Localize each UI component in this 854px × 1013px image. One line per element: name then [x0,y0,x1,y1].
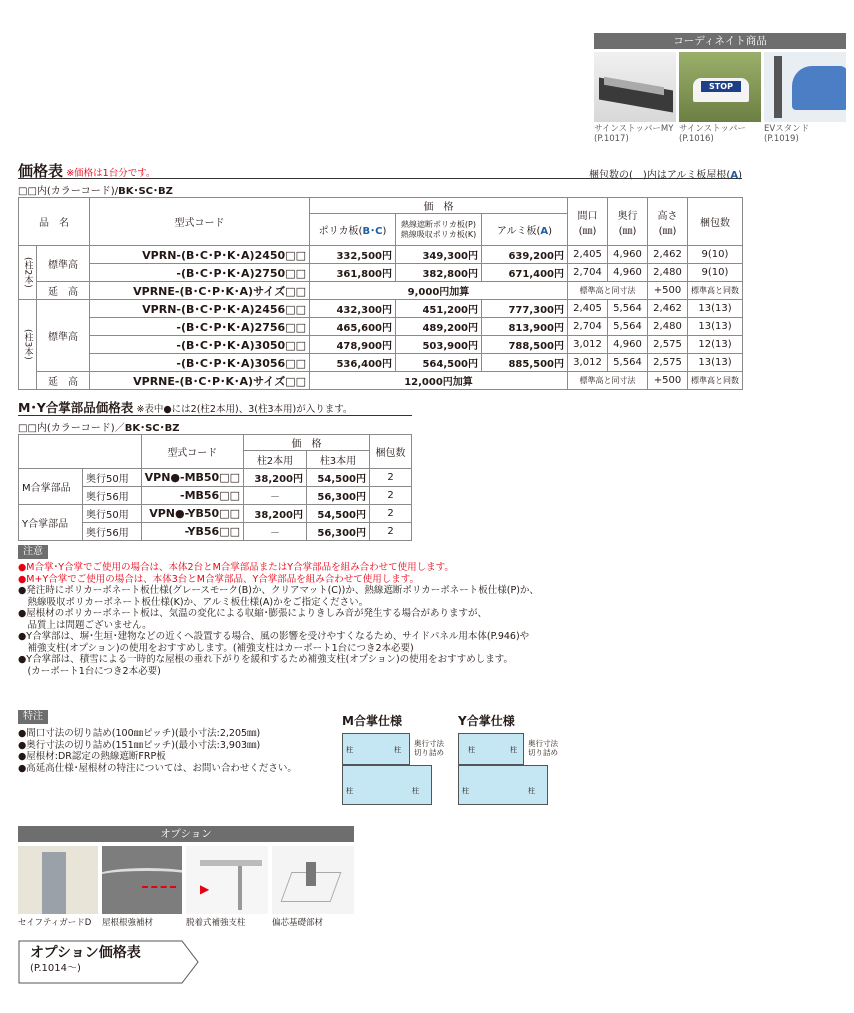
table-row: 延 高 VPRNE-(B･C･P･K･A)サイズ□□ 12,000円加算 標準高と同寸法 +500 標準高と同数 [19,372,743,390]
option-item-2: 屋根根強補材 [102,918,154,928]
price-note: ※価格は1台分です。 [66,168,156,179]
m-cut-label: 奥行寸法 切り詰め [414,739,444,757]
hdr-price: 価 格 [310,198,568,214]
hdr-height: 高さ (㎜) [648,198,688,246]
my-note: ※表中●には2(柱2本用)、3(柱3本用)が入ります。 [136,404,353,415]
m-pillar-3: 柱 [346,787,353,795]
table-row: (柱3本) 標準高 VPRN-(B･C･P･K･A)2456□□ 432,300円 451,200円 777,300円 2,405 5,564 2,462 13(13) [19,300,743,318]
coordinate-title-bar: コーディネイト商品 [594,33,846,49]
special-tag: 特注 [18,710,48,724]
roof-reinforce-photo[interactable] [102,846,182,914]
pack-note: 梱包数の( )内はアルミ板屋根(A) [589,170,742,181]
table-row: -(B･C･P･K･A)3056□□ 536,400円 564,500円 885,500円 3,012 5,564 2,575 13(13) [19,354,743,372]
coord-item-2-name: サインストッパー [679,124,746,134]
y-diagram-title: Y合掌仕様 [458,714,515,728]
stop-label: STOP [701,81,741,92]
hdr-code: 型式コード [90,198,310,246]
caution-tag: 注意 [18,545,48,559]
m-diagram-bottom [342,765,432,805]
price-color-code: □□内(カラーコード)/BK･SC･BZ [18,186,173,197]
coord-item-2-page: (P.1016) [679,134,714,144]
eccentric-base-photo[interactable] [272,846,354,914]
table-row: -(B･C･P･K･A)2750□□ 361,800円 382,800円 671,400円 2,704 4,960 2,480 9(10) [19,264,743,282]
y-diagram-bottom [458,765,548,805]
price-title: 価格表 [18,162,64,180]
table-row: 延 高 VPRNE-(B･C･P･K･A)サイズ□□ 9,000円加算 標準高と同寸法 +500 標準高と同数 [19,282,743,300]
price-table [18,197,743,390]
caution-block: 注意 ●M合掌･Y合掌でご使用の場合は、本体2台とM合掌部品またはY合掌部品を組み合わせて使用します。 ●M+Y合掌でご使用の場合は、本体3台とM合掌部品、Y合掌部品を組み合わせて使用します。 ●発注時にポリカーボネート板仕様(グレースモーク(B)か、クリアマット(C))か、熱線遮断ポリカーボネート板仕様(P)か、 熱線吸収ポリカーボネート板仕様(K)か、アルミ板仕様(A)かをご指定ください。 ●屋根材のポリカーボネート板は、気温の変化による収縮･膨張によりきしみ音が発生する場合がありますが、 品質上は問題ございません。 ●Y合掌部は、塀･生垣･建物などの近くへ設置する場合、風の影響を受けやすくなるため、サイドパネル用本体(P.946)や 補強支柱(オプション)の使用をおすすめします。(補強支柱はカーポート1台につき2本必要) ●Y合掌部は、積雪による一時的な屋根の垂れ下がりを緩和するため補強支柱(オプション)の使用をおすすめします。 (カーポート1台につき2本必要) [18,546,539,677]
special-block: 特注 ●間口寸法の切り詰め(100㎜ピッチ)(最小寸法:2,205㎜) ●奥行寸法の切り詰め(151㎜ピッチ)(最小寸法:3,903㎜) ●屋根材:DR認定の熱線遮断FRP板 ●高延高仕様･屋根材の特注については、お問い合わせください。 [18,711,297,774]
m-pillar-4: 柱 [412,787,419,795]
col3-label: (柱3本) [19,300,37,390]
table-row: M合掌部品 奥行50用 VPN●-MB50□□ 38,200円 54,500円 2 [19,469,412,487]
coord-item-3-name: EVスタンド [764,124,810,134]
y-pillar-3: 柱 [462,787,469,795]
coord-item-1-page: (P.1017) [594,134,629,144]
table-row: Y合掌部品 奥行50用 VPN●-YB50□□ 38,200円 54,500円 2 [19,505,412,523]
removable-pillar-photo[interactable]: ▶ [186,846,268,914]
safety-guard-photo[interactable] [18,846,98,914]
m-diagram-title: M合掌仕様 [342,714,402,728]
m-pillar-1: 柱 [346,746,353,754]
hdr-heat: 熱線遮断ポリカ板(P) 熱線吸収ポリカ板(K) [396,214,482,246]
hdr-name: 品 名 [19,198,90,246]
coord-item-3-page: (P.1019) [764,134,799,144]
hdr-width: 間口 (㎜) [568,198,608,246]
option-item-1: セイフティガードD [18,918,92,928]
option-title-bar: オプション [18,826,354,842]
my-color-code: □□内(カラーコード)／BK･SC･BZ [18,423,180,434]
group-standard: 標準高 [37,246,90,282]
sign-stopper-photo[interactable] [679,52,761,122]
y-pillar-4: 柱 [528,787,535,795]
ev-stand-photo[interactable] [764,52,846,122]
hdr-poly: ポリカ板(B･C) [310,214,396,246]
hdr-alu: アルミ板(A) [482,214,568,246]
my-title: M･Y合掌部品価格表 [18,400,134,415]
sign-stopper-my-photo[interactable] [594,52,676,122]
my-table: 型式コード 価 格 梱包数 柱2本用 柱3本用 M合掌部品 奥行50用 VPN●-MB50□□ 38,200円 54,500円 2 奥行56用 -MB56□□ － 56,300円 2 Y合掌部品 奥行50用 VPN●-YB50□□ 38,200円 54,500円 2 奥行56用 -YB56□□ － 56,300円 2 [18,434,412,541]
y-pillar-2: 柱 [510,746,517,754]
hdr-pack: 梱包数 [688,198,743,246]
table-row: 奥行56用 -MB56□□ － 56,300円 2 [19,487,412,505]
option-item-3: 脱着式補強支柱 [186,918,246,928]
col2-label: (柱2本) [19,246,37,300]
y-pillar-1: 柱 [468,746,475,754]
table-row: (柱2本) 標準高 VPRN-(B･C･P･K･A)2450□□ 332,500円 349,300円 639,200円 2,405 4,960 2,462 9(10) [19,246,743,264]
option-item-4: 偏芯基礎部材 [272,918,324,928]
table-row: -(B･C･P･K･A)2756□□ 465,600円 489,200円 813,900円 2,704 5,564 2,480 13(13) [19,318,743,336]
table-row: 奥行56用 -YB56□□ － 56,300円 2 [19,523,412,541]
coord-item-1-name: サインストッパーMY [594,124,674,134]
m-pillar-2: 柱 [394,746,401,754]
table-row: -(B･C･P･K･A)3050□□ 478,900円 503,900円 788,500円 3,012 4,960 2,575 12(13) [19,336,743,354]
hdr-depth: 奥行 (㎜) [608,198,648,246]
option-price-link[interactable]: オプション価格表 (P.1014～) [30,945,141,974]
y-cut-label: 奥行寸法 切り詰め [528,739,558,757]
